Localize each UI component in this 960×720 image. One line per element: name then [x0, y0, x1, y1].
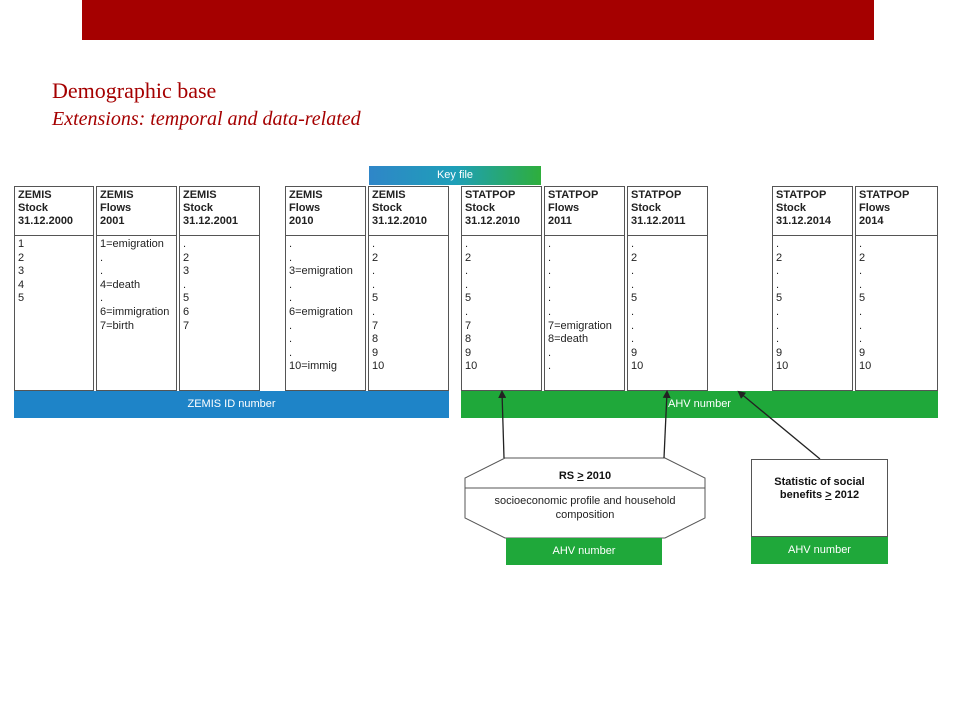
column-value: 2 [631, 251, 638, 264]
column-value: 10 [631, 360, 644, 373]
column-value: 6=emigration [289, 305, 353, 318]
column-value: 7=birth [100, 319, 134, 332]
column-header-line: STATPOP [631, 189, 682, 201]
column-header-line: 31.12.2010 [372, 215, 428, 227]
column-value: . [548, 265, 552, 278]
column-header-line: Stock [631, 202, 661, 214]
column-header-line: 31.12.2014 [776, 215, 832, 227]
column-value: 5 [18, 292, 25, 305]
column-value: 8=death [548, 333, 589, 346]
column-header-line: 31.12.2010 [465, 215, 521, 227]
rs-description: socioeconomic profile and household composition [494, 495, 676, 521]
rs-title-prefix: RS [558, 470, 578, 482]
column-value: 9 [372, 346, 379, 359]
column-value: . [289, 333, 293, 346]
column-value: 5 [183, 292, 190, 305]
column-value: 4 [18, 278, 25, 291]
column-header-line: Stock [776, 202, 806, 214]
column-value: . [859, 278, 863, 291]
column-header-line: Flows [100, 202, 132, 214]
social-benefits-line1: Statistic of social [774, 476, 865, 488]
column-value: . [372, 305, 376, 318]
column-value: . [100, 265, 104, 278]
column-value: . [859, 319, 863, 332]
column-value: . [631, 265, 635, 278]
column-value: 5 [859, 292, 866, 305]
column-value: 1 [18, 238, 25, 250]
column-value: 5 [776, 292, 783, 305]
column-value: 9 [859, 346, 866, 359]
column-value: 2 [18, 251, 25, 264]
column-header-line: 31.12.2000 [18, 215, 74, 227]
rs-title [465, 470, 705, 482]
column-value: . [548, 278, 552, 291]
social-benefits-suffix: 2012 [831, 489, 860, 501]
column-header-line: ZEMIS [100, 189, 134, 201]
column-value: 7=emigration [548, 319, 612, 332]
column-value: . [548, 305, 552, 318]
column-value: 9 [631, 346, 638, 359]
column-value: 10 [859, 360, 872, 373]
column-value: 2 [183, 251, 190, 264]
column-value: . [776, 238, 780, 250]
column-value: 5 [631, 292, 638, 305]
column-value: . [465, 278, 469, 291]
zemis-id-bar: ZEMIS ID number [14, 391, 449, 418]
rs-title-symbol: > [577, 470, 584, 482]
column-value: 5 [372, 292, 379, 305]
column-header-line: STATPOP [776, 189, 827, 201]
social-ahv-number-bar: AHV number [751, 537, 888, 564]
column-header-line: ZEMIS [289, 189, 323, 201]
social-benefits-line2 [755, 489, 884, 502]
column-value: . [372, 238, 376, 250]
arrow-rs-right [664, 392, 667, 458]
column-value: . [859, 238, 863, 250]
column-value: . [631, 333, 635, 346]
column-value: . [548, 251, 552, 264]
column-value: 3 [183, 265, 190, 278]
column-value: . [183, 278, 187, 291]
column-value: . [776, 319, 780, 332]
column-header-line: STATPOP [859, 189, 910, 201]
column-value: 7 [183, 319, 190, 332]
column-value: 4=death [100, 278, 141, 291]
social-benefits-symbol: > [825, 489, 832, 501]
column-header-line: ZEMIS [183, 189, 217, 201]
column-value: . [289, 292, 293, 305]
column-value: 2 [776, 251, 783, 264]
column-header-line: STATPOP [465, 189, 516, 201]
column-header-line: Stock [372, 202, 402, 214]
column-value: 9 [776, 346, 783, 359]
column-header-line: 2001 [100, 215, 125, 227]
column-header-line: 31.12.2001 [183, 215, 239, 227]
column-value: 3 [18, 265, 25, 278]
column-value: . [776, 265, 780, 278]
social-benefits-prefix: benefits [779, 489, 826, 501]
column-header-line: STATPOP [548, 189, 599, 201]
column-header-line: ZEMIS [18, 189, 52, 201]
column-value: 2 [465, 251, 472, 264]
column-value: 8 [372, 333, 379, 346]
column-header-line: ZEMIS [372, 189, 406, 201]
page-title: Demographic base [52, 78, 217, 103]
column-value: . [548, 360, 552, 373]
column-value: 10 [465, 360, 478, 373]
column-header-line: 2011 [548, 215, 572, 227]
column-header-line: 31.12.2011 [631, 215, 686, 227]
column-value: . [289, 278, 293, 291]
column-value: . [776, 278, 780, 291]
column-value: . [631, 278, 635, 291]
column-value: . [372, 265, 376, 278]
column-value: 2 [859, 251, 866, 264]
column-value: . [548, 346, 552, 359]
key-file-label: Key file [369, 166, 541, 185]
social-benefits-title [755, 476, 884, 502]
column-value: 2 [372, 251, 379, 264]
arrow-rs-left [502, 392, 504, 458]
column-header-line: Stock [18, 202, 48, 214]
column-value: . [100, 251, 104, 264]
column-value: . [465, 265, 469, 278]
column-value: 7 [465, 319, 472, 332]
column-value: . [859, 265, 863, 278]
column-value: . [776, 305, 780, 318]
column-value: 8 [465, 333, 472, 346]
column-value: . [548, 238, 552, 250]
column-header-line: 2014 [859, 215, 884, 227]
column-header-line: Flows [859, 202, 891, 214]
column-value: 6 [183, 305, 190, 318]
column-value: 1=emigration [100, 238, 164, 250]
column-value: 7 [372, 319, 379, 332]
column-value: 10 [776, 360, 789, 373]
page-subtitle: Extensions: temporal and data-related [52, 108, 361, 130]
arrow-social-benefits [739, 392, 820, 459]
column-value: . [289, 251, 293, 264]
column-value: 3=emigration [289, 265, 353, 278]
column-value: . [631, 238, 635, 250]
rs-title-suffix: 2010 [583, 470, 612, 482]
column-value: . [465, 238, 469, 250]
column-value: . [776, 333, 780, 346]
column-value: . [372, 278, 376, 291]
column-header-line: Flows [289, 202, 321, 214]
column-value: 5 [465, 292, 472, 305]
column-value: . [859, 333, 863, 346]
column-value: . [859, 305, 863, 318]
ahv-number-bar: AHV number [461, 391, 938, 418]
column-value: . [289, 238, 293, 250]
column-value: . [465, 305, 469, 318]
column-value: 10=immig [289, 360, 337, 373]
rs-ahv-number-bar: AHV number [506, 538, 662, 565]
column-value: . [631, 319, 635, 332]
column-value: 6=immigration [100, 305, 170, 318]
column-value: . [631, 305, 635, 318]
column-value: . [100, 292, 104, 305]
column-value: . [289, 346, 293, 359]
column-header-line: Stock [465, 202, 495, 214]
column-value: . [289, 319, 293, 332]
column-header-line: 2010 [289, 215, 314, 227]
column-value: 9 [465, 346, 472, 359]
column-value: . [548, 292, 552, 305]
column-value: . [183, 238, 187, 250]
column-header-line: Flows [548, 202, 580, 214]
column-value: 10 [372, 360, 385, 373]
column-header-line: Stock [183, 202, 213, 214]
